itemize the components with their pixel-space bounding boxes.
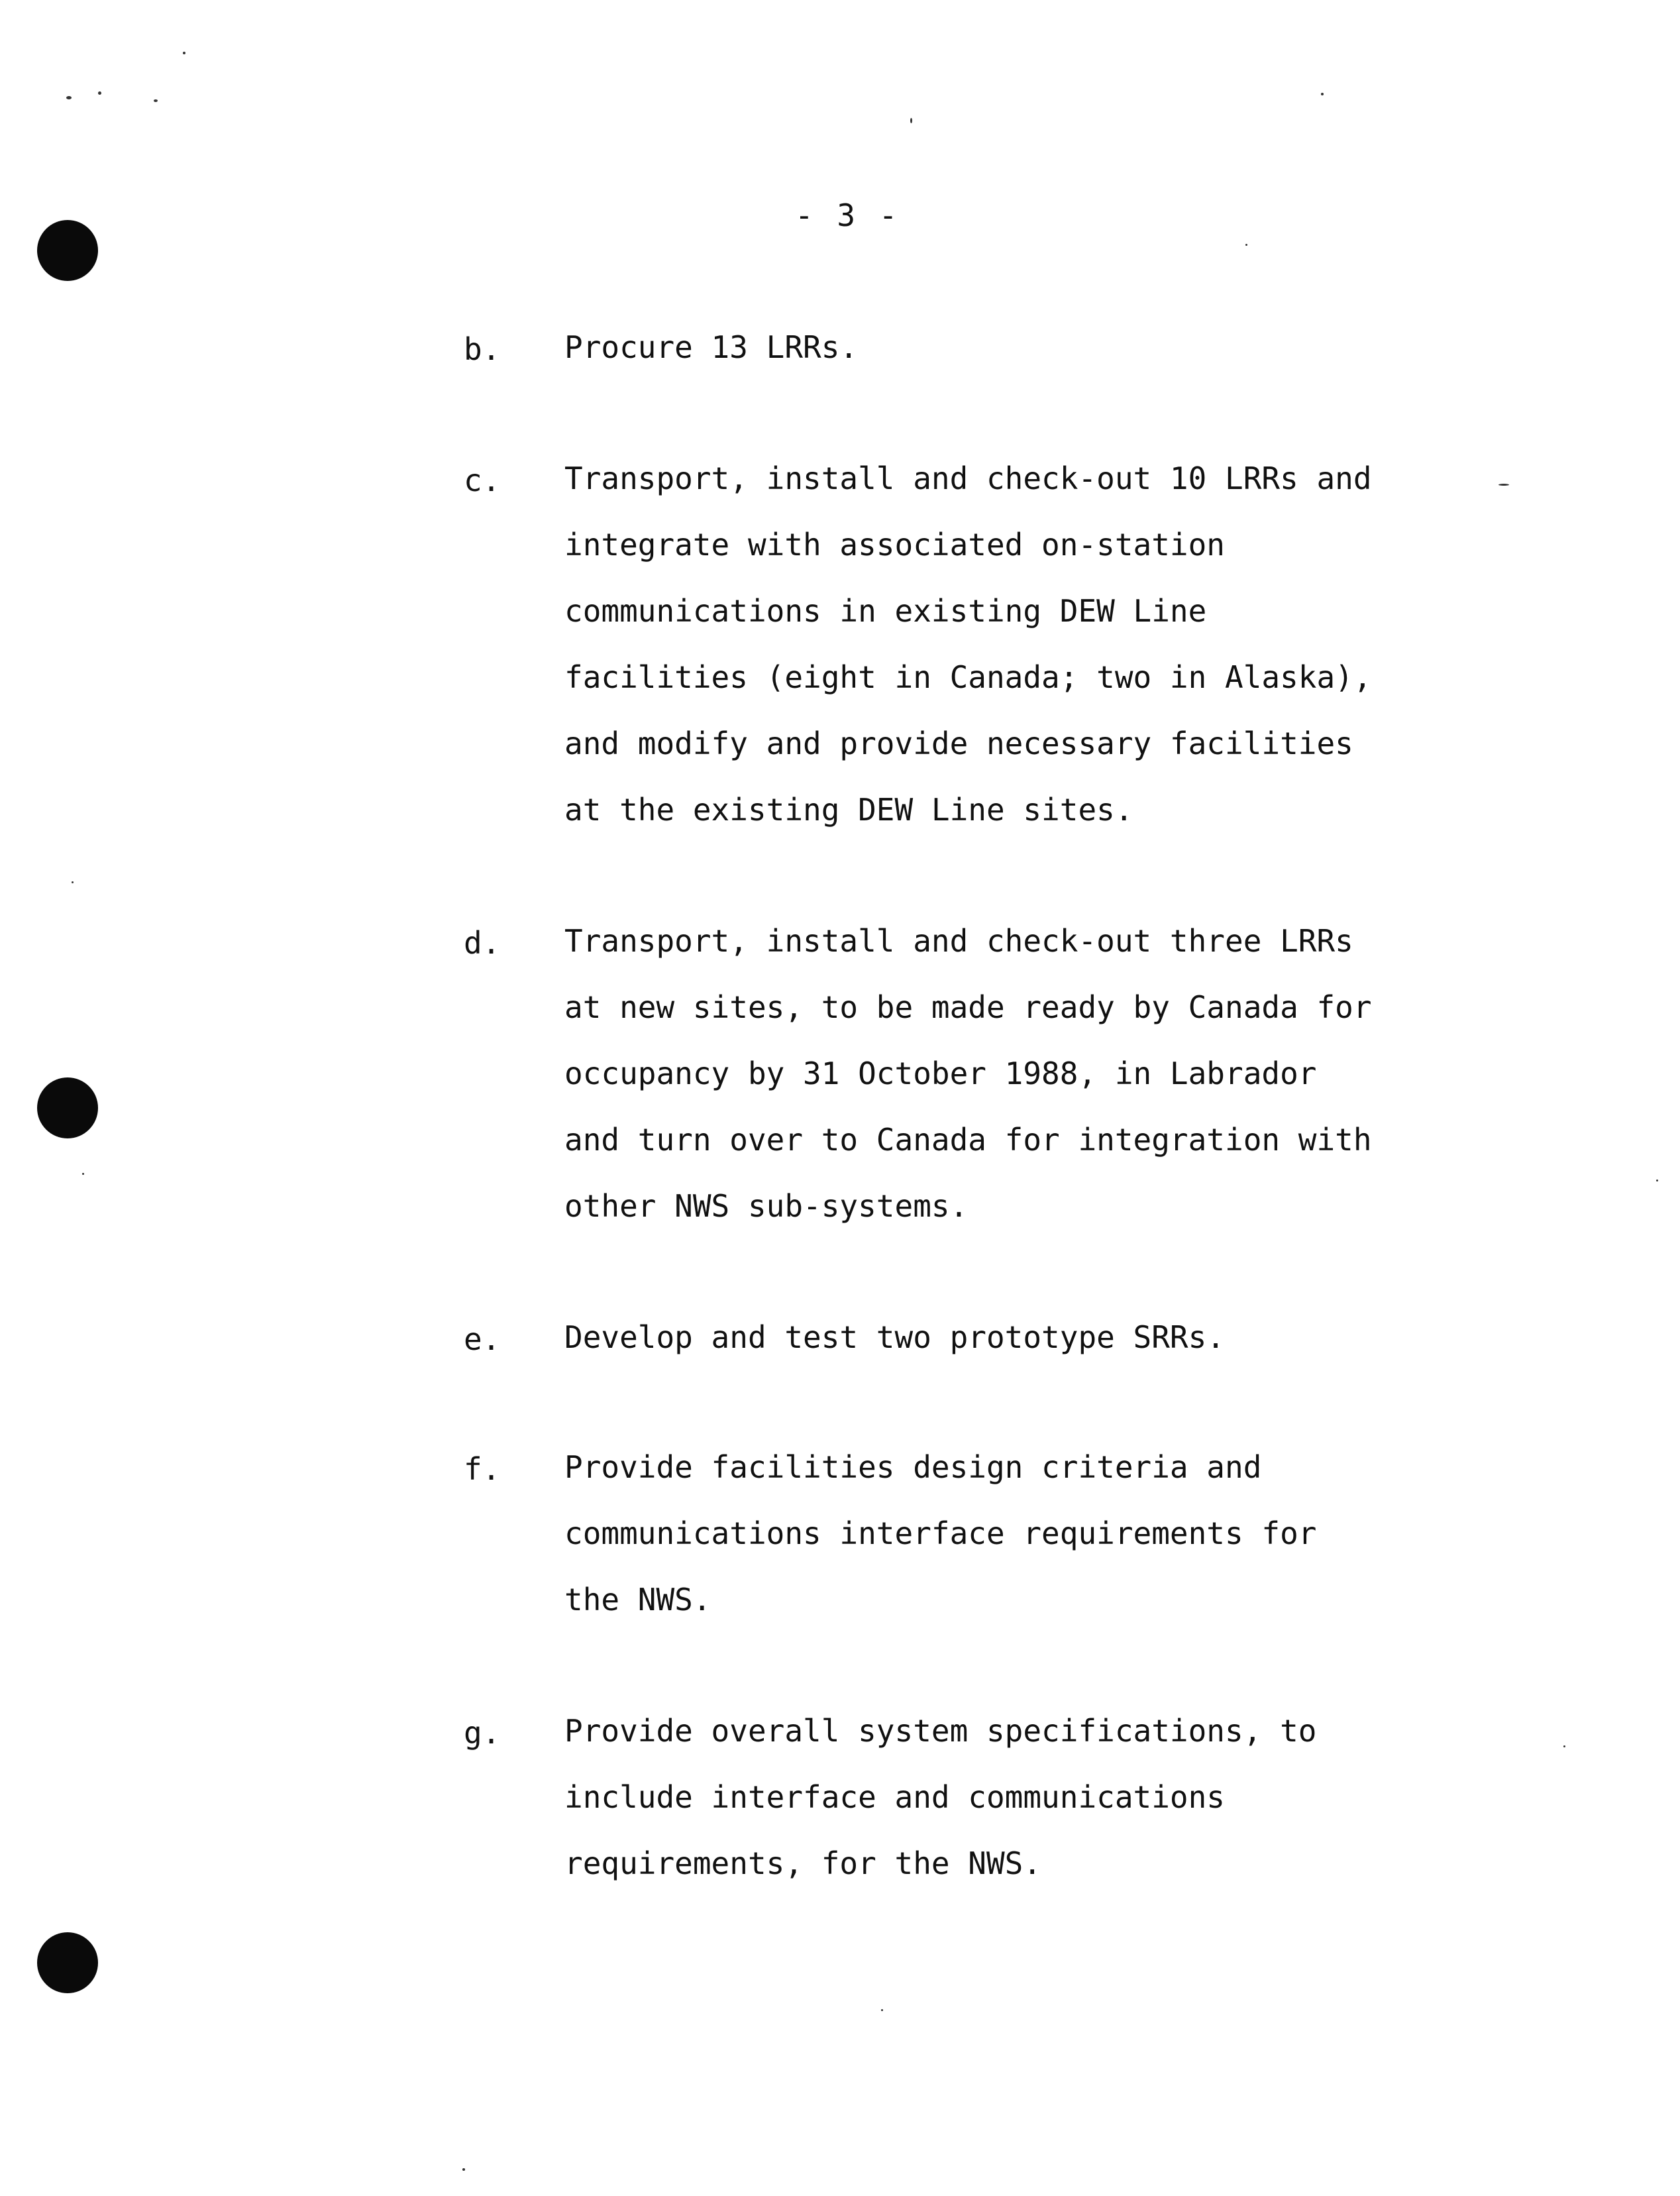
page-number: - 3 - bbox=[795, 197, 900, 233]
list-item-text bbox=[564, 445, 1505, 843]
text-line: and modify and provide necessary facilities bbox=[564, 726, 1353, 761]
scan-speck bbox=[1563, 1745, 1565, 1747]
punch-hole-bottom bbox=[37, 1932, 98, 1993]
scan-speck bbox=[183, 52, 185, 54]
text-line: Provide facilities design criteria and bbox=[564, 1449, 1262, 1485]
list-item-letter: d. bbox=[464, 925, 501, 961]
scan-speck bbox=[462, 2168, 465, 2171]
text-line: and turn over to Canada for integration with bbox=[564, 1122, 1372, 1158]
list-item-text bbox=[564, 908, 1505, 1239]
scan-speck bbox=[1656, 1180, 1658, 1181]
punch-hole-middle bbox=[37, 1077, 98, 1138]
scan-speck bbox=[1321, 93, 1324, 95]
list-item-text bbox=[564, 1434, 1505, 1633]
punch-hole-top bbox=[37, 220, 98, 281]
text-line: requirements, for the NWS. bbox=[564, 1845, 1042, 1881]
scan-speck bbox=[98, 91, 101, 95]
text-line: communications in existing DEW Line bbox=[564, 593, 1207, 629]
text-line: the NWS. bbox=[564, 1582, 711, 1618]
scan-speck bbox=[154, 99, 158, 102]
list-item-text bbox=[564, 1698, 1505, 1896]
text-line: Develop and test two prototype SRRs. bbox=[564, 1319, 1225, 1355]
text-line: include interface and communications bbox=[564, 1779, 1225, 1815]
scan-speck bbox=[82, 1173, 84, 1175]
text-line: Transport, install and check-out 10 LRRs and bbox=[564, 461, 1372, 496]
text-line: integrate with associated on-station bbox=[564, 527, 1225, 563]
scan-speck bbox=[910, 118, 912, 123]
scan-speck bbox=[72, 881, 74, 883]
list-item-letter: c. bbox=[464, 463, 501, 498]
scan-speck bbox=[881, 2009, 883, 2011]
text-line: communications interface requirements for bbox=[564, 1515, 1317, 1551]
text-line: Transport, install and check-out three LRRs bbox=[564, 923, 1353, 959]
list-item-letter: b. bbox=[464, 331, 501, 367]
list-item-text bbox=[564, 314, 1505, 380]
text-line: Provide overall system specifications, to bbox=[564, 1713, 1317, 1749]
text-line: Procure 13 LRRs. bbox=[564, 329, 859, 365]
scan-speck bbox=[66, 96, 72, 99]
list-item-letter: g. bbox=[464, 1715, 501, 1751]
scan-speck bbox=[1245, 244, 1247, 246]
text-line: facilities (eight in Canada; two in Alaska), bbox=[564, 659, 1372, 695]
text-line: other NWS sub-systems. bbox=[564, 1188, 969, 1224]
text-line: occupancy by 31 October 1988, in Labrador bbox=[564, 1056, 1317, 1091]
text-line: at the existing DEW Line sites. bbox=[564, 792, 1133, 828]
text-line: at new sites, to be made ready by Canada for bbox=[564, 989, 1372, 1025]
list-item-letter: f. bbox=[464, 1451, 501, 1487]
list-item-letter: e. bbox=[464, 1321, 501, 1357]
list-item-text bbox=[564, 1304, 1505, 1370]
